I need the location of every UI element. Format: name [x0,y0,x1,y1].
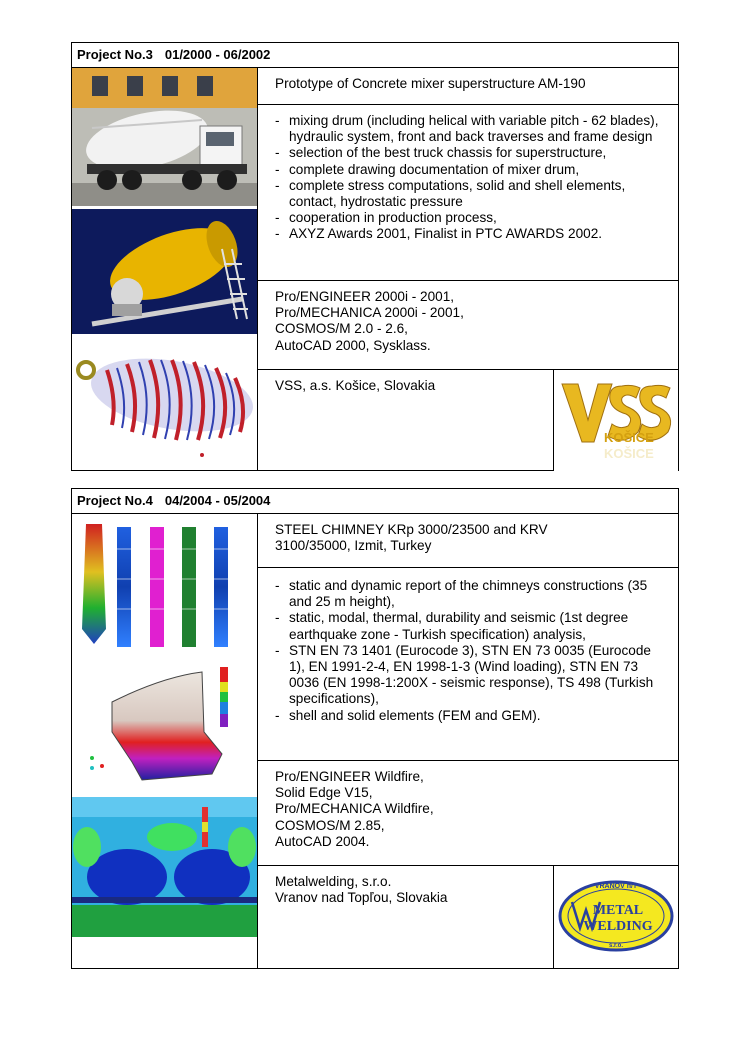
concrete-mixer-truck-photo [72,68,257,206]
list-item: - shell and solid elements (FEM and GEM). [275,708,668,724]
metalwelding-logo-cell [553,866,678,968]
project-4-client-cell [258,866,553,968]
project-4-tasks-list [275,578,668,724]
project-3-images [72,68,258,470]
list-item: - complete stress computations, solid and shell elements, contact, hydrostatic pressure [275,178,668,210]
software-line: AutoCAD 2000, Sysklass. [275,337,431,353]
project-4-table [71,488,679,969]
project-4-software-cell [258,761,678,866]
project-3-title: Project No.3 [77,47,153,62]
project-4-name-cell [258,514,678,568]
project-4-dates: 04/2004 - 05/2004 [164,493,271,508]
logo-top-text: VRANOV n/T [594,883,638,890]
client-name: Metalwelding, s.r.o. [275,874,392,889]
chimney-base-stress-contour-image [72,797,257,937]
software-line: COSMOS/M 2.85, [275,817,385,833]
software-line: Pro/ENGINEER 2000i - 2001, [275,289,455,304]
chimney-transition-piece-stress-image [72,662,257,792]
project-3-name-cell [258,68,678,105]
project-3-tasks-cell [258,105,678,281]
software-line: Pro/MECHANICA 2000i - 2001, [275,305,464,321]
list-item: - AXYZ Awards 2001, Finalist in PTC AWARDS 2002. [275,226,668,242]
software-line: COSMOS/M 2.0 - 2.6, [275,321,408,337]
metalwelding-logo [554,866,678,968]
logo-bottom-text: s.r.o. [608,943,624,949]
list-item: - STN EN 73 1401 (Eurocode 3), STN EN 73 0035 (Eurocode 1), EN 1991-2-4, EN 1998-1-3 (Wind loading), STN EN 73 0036 (EN 1998-1:200X - seismic response), TS 498 (Turkish specifications), [275,643,668,708]
project-3-client-cell [258,370,553,470]
project-4-header [72,489,678,514]
software-line: AutoCAD 2004. [275,833,370,849]
software-line: Pro/ENGINEER Wildfire, [275,769,424,784]
project-4-name-line: STEEL CHIMNEY KRp 3000/23500 and KRV [275,522,548,537]
list-item: - static and dynamic report of the chimneys constructions (35 and 25 m height), [275,578,668,610]
software-line: Pro/MECHANICA Wildfire, [275,801,434,817]
mixer-drum-fem-mesh-image [72,340,257,465]
project-3-software-cell [258,281,678,370]
project-3-tasks-list [275,113,668,243]
project-3-name: Prototype of Concrete mixer superstructure AM-190 [275,76,586,91]
project-3-table [71,42,679,471]
project-3-header [72,43,678,68]
svg-text:KOŠICE: KOŠICE [604,446,654,461]
list-item: - static, modal, thermal, durability and seismic (1st degree earthquake zone - Turkish specification) analysis, [275,610,668,642]
project-4-name-line: 3100/35000, Izmit, Turkey [275,538,432,554]
list-item: - selection of the best truck chassis for superstructure, [275,145,668,161]
list-item: - complete drawing documentation of mixer drum, [275,162,668,178]
software-line: Solid Edge V15, [275,785,373,801]
logo-metal-text: METAL [592,903,644,918]
client-location: Vranov nad Topľou, Slovakia [275,890,448,906]
project-4-tasks-cell [258,568,678,761]
mixer-drum-cad-model-image [72,209,257,334]
list-item: - mixing drum (including helical with variable pitch - 62 blades), hydraulic system, front and back traverses and frame design [275,113,668,145]
project-4-images [72,514,258,968]
steel-chimney-fem-models-image [72,519,257,659]
vss-logo-cell [553,370,678,470]
logo-welding-text: WELDING [583,919,653,934]
client-name: VSS, a.s. Košice, Slovakia [275,378,436,393]
project-3-dates: 01/2000 - 06/2002 [164,47,271,62]
list-item: - cooperation in production process, [275,210,668,226]
project-4-title: Project No.4 [77,493,153,508]
logo-kosice-text: KOŠICE [604,430,654,445]
vss-kosice-logo [554,370,678,471]
